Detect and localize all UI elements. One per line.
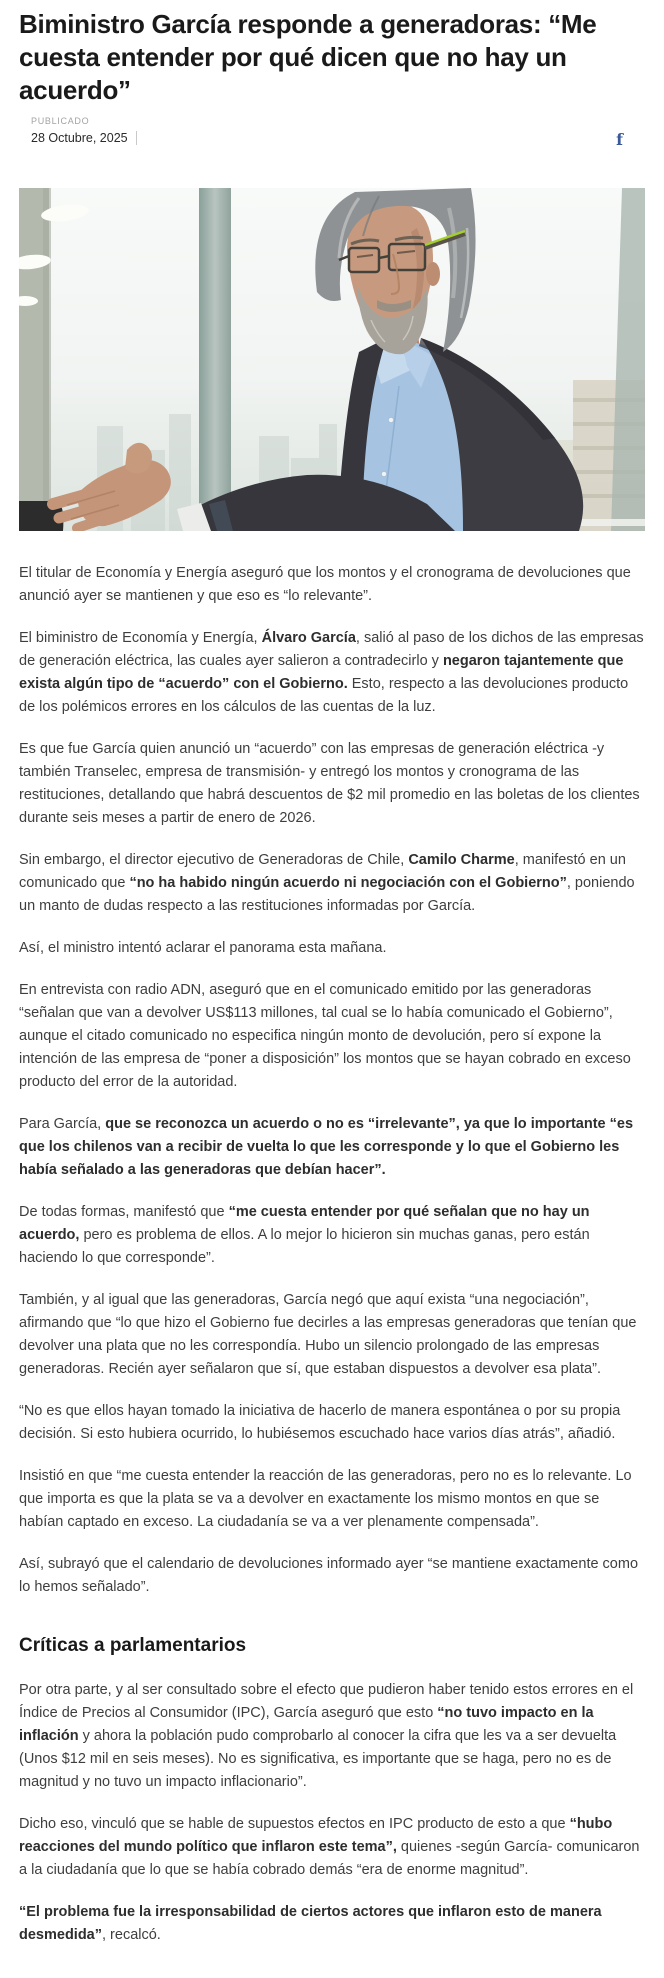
article-paragraph xyxy=(19,1813,645,1882)
text-segment: “No es que ellos hayan tomado la iniciativa de hacerlo de manera espontánea o por su propia decisión. Si esto hubiera ocurrido, lo hubiésemos escuchado hace varios días atrás”, añadió. xyxy=(19,1403,621,1442)
bold-text-segment: Álvaro García xyxy=(261,630,356,646)
text-segment: , manifestó en un comunicado que xyxy=(19,852,626,891)
bold-text-segment: negaron tajantemente que exista algún tipo de “acuerdo” con el Gobierno. xyxy=(19,653,624,692)
article-paragraph xyxy=(19,1113,645,1182)
text-segment: Es que fue García quien anunció un “acuerdo” con las empresas de generación eléctrica -y también Transelec, empresa de transmisión- y entregó los montos y cronograma de las restituciones, detallando que habrá descuentos de $2 mil promedio en las boletas de los clientes durante seis meses a partir de enero de 2026. xyxy=(19,741,640,826)
article-paragraph xyxy=(19,1901,645,1947)
text-segment: Así, subrayó que el calendario de devoluciones informado ayer “se mantiene exactamente como lo hemos señalado”. xyxy=(19,1556,639,1595)
text-segment: Sin embargo, el director ejecutivo de Generadoras de Chile, xyxy=(19,852,409,868)
article-title: Biministro García responde a generadoras: “Me cuesta entender por qué dicen que no hay un acuerdo” xyxy=(19,9,597,105)
bold-text-segment: “El problema fue la irresponsabilidad de ciertos actores que inflaron esto de manera desmedida” xyxy=(19,1904,602,1943)
bold-text-segment: “no ha habido ningún acuerdo ni negociación con el Gobierno” xyxy=(129,875,567,891)
text-segment: Así, el ministro intentó aclarar el panorama esta mañana. xyxy=(19,940,387,956)
article-hero-photo xyxy=(19,188,645,531)
bold-text-segment: que se reconozca un acuerdo o no es “irrelevante”, ya que lo importante “es que los chilenos van a recibir de vuelta lo que les corresponde y lo que el Gobierno les había señalado a las generadoras que debían hacer”. xyxy=(19,1116,634,1178)
bold-text-segment: “hubo reacciones del mundo político que inflaron este tema”, xyxy=(19,1816,613,1855)
text-segment: , poniendo un manto de dudas respecto a las restituciones informadas por García. xyxy=(19,875,635,914)
text-segment: En entrevista con radio ADN, aseguró que en el comunicado emitido por las generadoras “señalan que van a devolver US$113 millones, tal cual se lo había comunicado el Gobierno”, aunque el citado comunicado no especifica ningún monto de devolución, pero sí expone la intención de las empresa de “poner a disposición” los montos que se hayan cobrado en exceso producto del error de la autoridad. xyxy=(19,982,631,1090)
meta-separator xyxy=(136,131,137,145)
text-segment: También, y al igual que las generadoras, García negó que aquí exista “una negociación”, afirmando que “lo que hizo el Gobierno fue decirles a las empresas generadoras que tenían que devolver una plata que no les correspondía. Hubo un silencio prolongado de las empresas generadoras. Recién ayer señalaron que sí, que estaban dispuestos a devolver esa plata”. xyxy=(19,1292,637,1377)
article-paragraph xyxy=(19,1679,645,1794)
text-segment: Para García, xyxy=(19,1116,106,1132)
facebook-icon: f xyxy=(616,130,623,149)
text-segment: quienes -según García- comunicaron a la ciudadanía que lo que se había cobrado demás “era de enorme magnitud”. xyxy=(19,1839,640,1878)
facebook-share-button[interactable] xyxy=(616,132,623,148)
article-meta xyxy=(19,116,645,148)
article-paragraph xyxy=(19,1553,645,1599)
text-segment: De todas formas, manifestó que xyxy=(19,1204,229,1220)
publish-info xyxy=(31,116,137,145)
text-segment: Por otra parte, y al ser consultado sobre el efecto que pudieron haber tenido estos errores en el Índice de Precios al Consumidor (IPC), García aseguró que esto xyxy=(19,1682,634,1721)
bold-text-segment: “me cuesta entender por qué señalan que no hay un acuerdo, xyxy=(19,1204,590,1243)
article-paragraph xyxy=(19,562,645,608)
bold-text-segment: Críticas a parlamentarios xyxy=(19,1635,247,1656)
text-segment: El biministro de Economía y Energía, xyxy=(19,630,262,646)
text-segment: , recalcó. xyxy=(102,1927,161,1943)
text-segment: Dicho eso, vinculó que se hable de supuestos efectos en IPC producto de esto a que xyxy=(19,1816,570,1832)
bold-text-segment: Camilo Charme xyxy=(408,852,515,868)
publish-date: 28 Octubre, 2025 xyxy=(31,131,128,145)
article-paragraph xyxy=(19,738,645,830)
text-segment: pero es problema de ellos. A lo mejor lo hicieron sin muchas ganas, pero están haciendo lo que corresponde”. xyxy=(19,1227,590,1266)
published-label: PUBLICADO xyxy=(31,116,90,126)
text-segment: y ahora la población pudo comprobarlo al conocer la cifra que les va a ser devuelta (Unos $12 mil en seis meses). No es significativa, es importante que se haga, pero no es de magnitud y no tuvo un impacto inflacionario”. xyxy=(19,1728,617,1790)
article-paragraph xyxy=(19,1400,645,1446)
article-paragraph xyxy=(19,979,645,1094)
article-paragraph xyxy=(19,627,645,719)
article-paragraph xyxy=(19,1201,645,1270)
article-paragraph xyxy=(19,1465,645,1534)
text-segment: El titular de Economía y Energía aseguró que los montos y el cronograma de devoluciones que anunció ayer se mantienen y que eso es “lo relevante”. xyxy=(19,565,631,604)
article-body xyxy=(19,562,645,1947)
text-segment: Esto, respecto a las devoluciones producto de los polémicos errores en los cálculos de las cuentas de la luz. xyxy=(19,676,629,715)
text-segment: , salió al paso de los dichos de las empresas de generación eléctrica, las cuales ayer salieron a contradecirlo y xyxy=(19,630,644,669)
section-heading xyxy=(19,1633,645,1658)
article-paragraph xyxy=(19,849,645,918)
bold-text-segment: “no tuvo impacto en la inflación xyxy=(19,1705,594,1744)
article-paragraph xyxy=(19,937,645,960)
text-segment: Insistió en que “me cuesta entender la reacción de las generadoras, pero no es lo relevante. Lo que importa es que la plata se va a devolver en exactamente los mismo montos en que se habían captado en exceso. La ciudadanía se va a ver plenamente compensada”. xyxy=(19,1468,632,1530)
hero-photo-illustration xyxy=(19,188,645,531)
article-paragraph xyxy=(19,1289,645,1381)
